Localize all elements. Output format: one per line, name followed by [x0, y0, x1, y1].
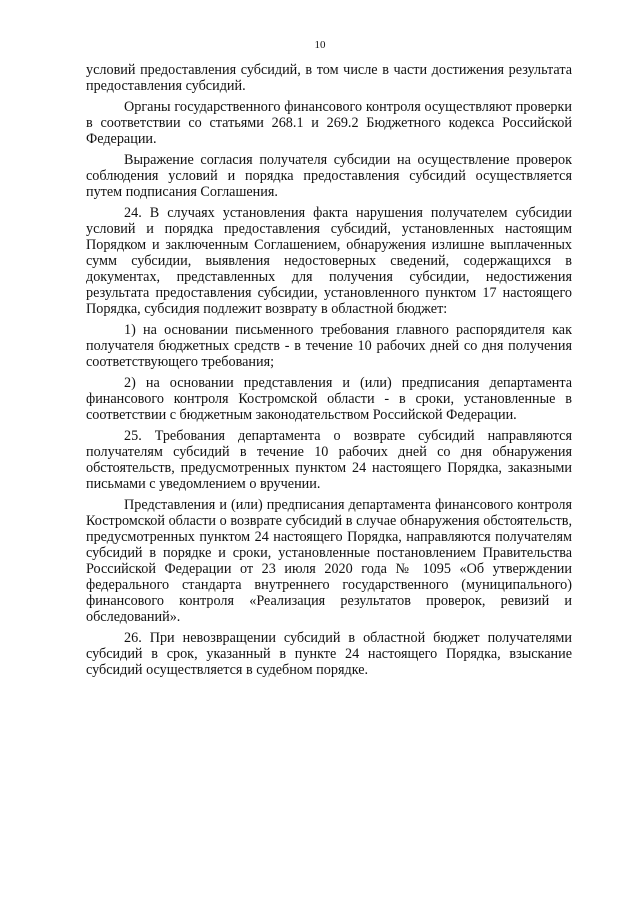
paragraph-clause-26: 26. При невозвращении субсидий в областной бюджет получателями субсидий в срок, указанный в пункте 24 настоящего Порядка, взыскание субсидий осуществляется в судебном порядке.	[86, 630, 572, 678]
paragraph-clause-25: 25. Требования департамента о возврате субсидий направляются получателям субсидий в течение 10 рабочих дней со дня обнаружения обстоятельств, предусмотренных пунктом 24 настоящего Порядка, заказными письмами с уведомлением о вручении.	[86, 428, 572, 492]
paragraph-clause-24-item-1: 1) на основании письменного требования главного распорядителя как получателя бюджетных средств - в течение 10 рабочих дней со дня получения соответствующего требования;	[86, 322, 572, 370]
document-body	[86, 62, 572, 683]
paragraph-control-bodies: Органы государственного финансового контроля осуществляют проверки в соответствии со статьями 268.1 и 269.2 Бюджетного кодекса Российской Федерации.	[86, 99, 572, 147]
paragraph-representations: Представления и (или) предписания департамента финансового контроля Костромской области о возврате субсидий в случае обнаружения обстоятельств, предусмотренных пунктом 24 настоящего Порядка, направляются получателям субсидий в порядке и сроки, установленные постановлением Правительства Российской Федерации от 23 июля 2020 года № 1095 «Об утверждении федерального стандарта внутреннего государственного (муниципального) финансового контроля «Реализация результатов проверок, ревизий и обследований».	[86, 497, 572, 625]
paragraph-consent: Выражение согласия получателя субсидии на осуществление проверок соблюдения условий и порядка предоставления субсидий осуществляется путем подписания Соглашения.	[86, 152, 572, 200]
paragraph-clause-24-item-2: 2) на основании представления и (или) предписания департамента финансового контроля Костромской области - в сроки, установленные в соответствии с бюджетным законодательством Российской Федерации.	[86, 375, 572, 423]
page-number: 10	[314, 39, 326, 51]
paragraph-continuation: условий предоставления субсидий, в том числе в части достижения результата предоставления субсидий.	[86, 62, 572, 94]
paragraph-clause-24: 24. В случаях установления факта нарушения получателем субсидии условий и порядка предоставления субсидий, установленных настоящим Порядком и заключенным Соглашением, обнаружения излишне выплаченных сумм субсидии, выявления недостоверных сведений, содержащихся в документах, представленных для получения субсидии, недостижения результата предоставления субсидии, установленного пунктом 17 настоящего Порядка, субсидия подлежит возврату в областной бюджет:	[86, 205, 572, 317]
